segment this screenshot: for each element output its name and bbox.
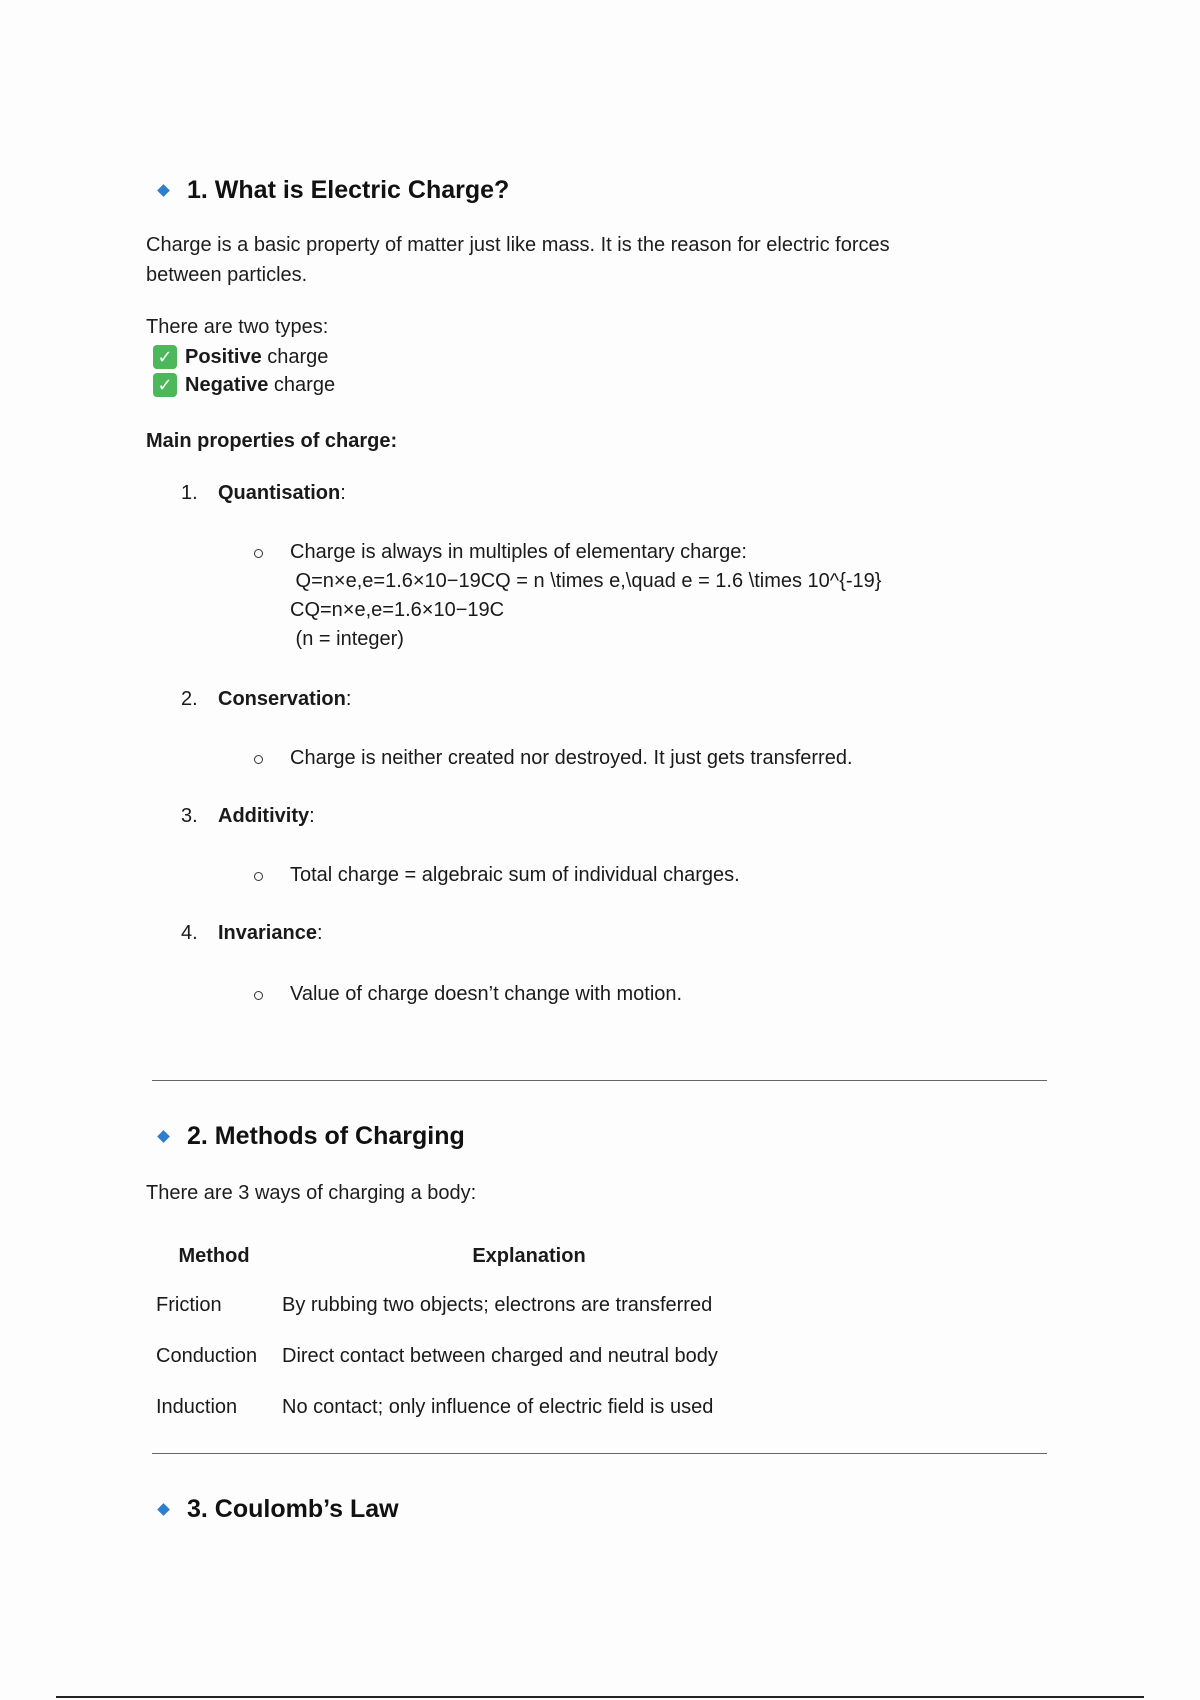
property-item: 4. Invariance: xyxy=(181,922,323,944)
table-row xyxy=(146,1331,776,1382)
section-1-heading xyxy=(146,176,509,205)
table-cell: Direct contact between charged and neutral body xyxy=(282,1345,718,1367)
property-number: 3. xyxy=(181,805,198,827)
column-header: Method xyxy=(178,1244,250,1267)
diamond-icon xyxy=(157,1503,170,1516)
property-item: 3. Additivity: xyxy=(181,805,315,827)
types-intro: There are two types: xyxy=(146,316,329,338)
table-cell: By rubbing two objects; electrons are transferred xyxy=(282,1294,713,1316)
section-3-title: 3. Coulomb’s Law xyxy=(187,1495,399,1523)
methods-table xyxy=(146,1232,776,1433)
check-icon: ✓ xyxy=(153,373,177,397)
section-divider xyxy=(152,1080,1047,1081)
property-detail: Value of charge doesn’t change with motion. xyxy=(146,980,1046,1009)
section-3-heading xyxy=(146,1495,399,1524)
circle-bullet-icon xyxy=(254,755,263,764)
property-name: Invariance xyxy=(218,922,317,944)
table-cell: Friction xyxy=(156,1294,222,1316)
table-row xyxy=(146,1382,776,1433)
section-2-heading xyxy=(146,1122,465,1151)
table-cell: No contact; only influence of electric field is used xyxy=(282,1396,714,1418)
section-2-title: 2. Methods of Charging xyxy=(187,1122,465,1150)
property-number: 2. xyxy=(181,688,198,710)
properties-title: Main properties of charge: xyxy=(146,430,398,452)
charge-type-positive: ✓ Positive charge xyxy=(146,343,335,371)
intro-line-1: Charge is a basic property of matter just like mass. It is the reason for electric forces xyxy=(146,234,890,256)
property-detail: Charge is always in multiples of elementary charge: Q=n×e,e=1.6×10−19CQ = n \times e,\quad e = 1.6 \times 10^{-19} CQ=n×e,e=1.6×10−19C (n = integer) xyxy=(146,538,1046,654)
charge-type-negative: ✓ Negative charge xyxy=(146,371,335,399)
column-header: Explanation xyxy=(472,1244,586,1267)
circle-bullet-icon xyxy=(254,991,263,1000)
section-divider xyxy=(152,1453,1047,1454)
circle-bullet-icon xyxy=(254,549,263,558)
diamond-icon xyxy=(157,1130,170,1143)
table-row xyxy=(146,1280,776,1331)
check-icon: ✓ xyxy=(153,345,177,369)
formula-latex: Q=n×e,e=1.6×10−19CQ = n \times e,\quad e = 1.6 \times 10^{-19} xyxy=(290,570,882,592)
circle-bullet-icon xyxy=(254,872,263,881)
diamond-icon xyxy=(157,184,170,197)
table-header-row xyxy=(146,1232,776,1280)
formula-rendered: CQ=n×e,e=1.6×10−19C xyxy=(290,599,505,621)
property-item: 1. Quantisation: xyxy=(181,482,346,504)
charge-types-list xyxy=(146,343,335,399)
page-bottom-border xyxy=(56,1696,1144,1698)
property-number: 1. xyxy=(181,482,198,504)
table-cell: Conduction xyxy=(156,1345,258,1367)
section-1-title: 1. What is Electric Charge? xyxy=(187,176,510,204)
intro-line-2: between particles. xyxy=(146,264,308,286)
property-name: Quantisation xyxy=(218,482,341,504)
property-item: 2. Conservation: xyxy=(181,688,352,710)
property-detail: Charge is neither created nor destroyed. It just gets transferred. xyxy=(146,744,1046,773)
methods-intro: There are 3 ways of charging a body: xyxy=(146,1182,477,1204)
property-detail: Total charge = algebraic sum of individual charges. xyxy=(146,861,1046,890)
table-cell: Induction xyxy=(156,1396,238,1418)
property-name: Conservation xyxy=(218,688,346,710)
property-number: 4. xyxy=(181,922,198,944)
property-name: Additivity xyxy=(218,805,310,827)
